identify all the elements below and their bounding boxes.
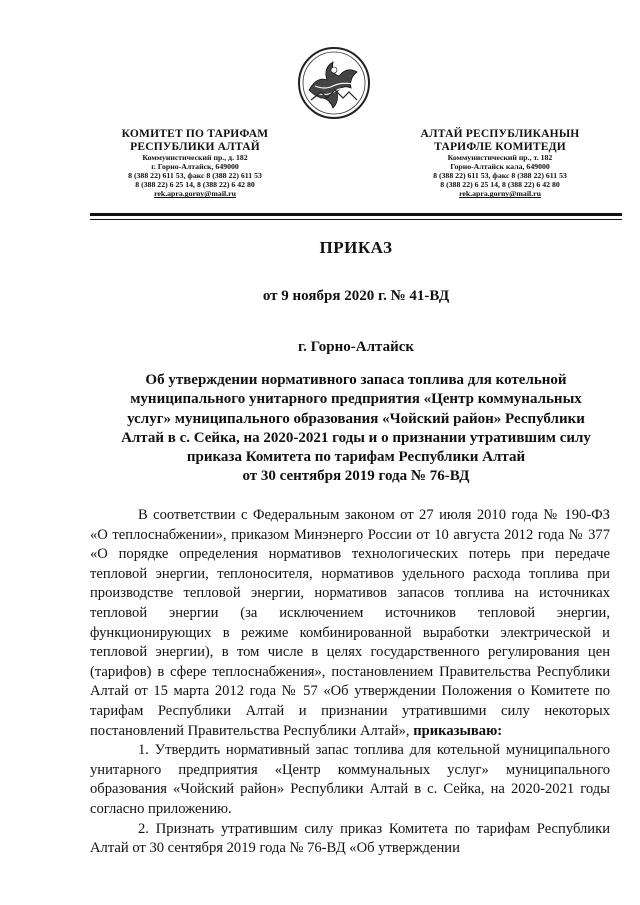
email-link[interactable]: rek.apra.gorny@mail.ru <box>459 189 541 199</box>
subject-line: муниципального унитарного предприятия «Центр коммунальных <box>130 391 582 408</box>
phone-line2: 8 (388 22) 6 25 14, 8 (388 22) 6 42 80 <box>135 180 255 190</box>
address-line2: Горно-Алтайск кала, 649000 <box>450 162 550 172</box>
header-left-ru <box>100 128 290 199</box>
preamble-text: В соответствии с Федеральным законом от 27 июля 2010 года № 190-ФЗ «О теплоснабжении», приказом Минэнерго России от 10 августа 2012 года № 377 «О порядке определения нормативов технологических потерь при передаче тепловой энергии, теплоносителя, нормативов удельного расхода топлива при производстве тепловой энергии, нормативов запасов топлива на источниках тепловой энергии (за исключением источников тепловой энергии, функционирующих в режиме комбинированной выработки электрической и тепловой энергии), в том числе в целях государственного регулирования цен (тарифов) в сфере теплоснабжения», постановлением Правительства Республики Алтай от 15 марта 2012 года № 57 «Об утверждении Положения о Комитете по тарифам Республики Алтай и признании утратившими силу некоторых постановлений Правительства Республики Алтай», <box>90 507 610 739</box>
address-line1: Коммунистический пр., т. 182 <box>447 153 553 163</box>
coat-of-arms-emblem <box>297 46 371 120</box>
phone-line2: 8 (388 22) 6 25 14, 8 (388 22) 6 42 80 <box>440 180 560 190</box>
org-name-line2: ТАРИФЛЕ КОМИТЕДИ <box>434 141 566 154</box>
subject-line: Об утверждении нормативного запаса топлива для котельной <box>145 372 567 388</box>
order-subject <box>98 371 614 487</box>
subject-line: приказа Комитета по тарифам Республики Алтай <box>186 449 526 466</box>
header-divider-thin <box>90 219 622 220</box>
preamble-paragraph <box>90 506 610 741</box>
order-word: приказываю: <box>413 722 503 739</box>
order-item-2: 2. Признать утратившим силу приказ Комитета по тарифам Республики Алтай от 30 сентября 2019 года № 76-ВД «Об утверждении <box>90 820 610 857</box>
document-title: ПРИКАЗ <box>319 238 393 257</box>
org-name-line1: АЛТАЙ РЕСПУБЛИКАНЫН <box>420 128 580 140</box>
header-divider-thick <box>90 213 622 216</box>
org-name-line1: КОМИТЕТ ПО ТАРИФАМ <box>121 128 269 140</box>
header-right-alt <box>390 128 610 199</box>
subject-line: услуг» муниципального образования «Чойский район» Республики <box>127 410 585 427</box>
address-line1: Коммунистический пр., д. 182 <box>142 153 248 163</box>
order-item-1: 1. Утвердить нормативный запас топлива для котельной муниципального унитарного предприятия «Центр коммунальных услуг» муниципального образования «Чойский район» Республики Алтай в с. Сейка, на 2020-2021 годы согласно приложению. <box>90 742 610 817</box>
email-link[interactable]: rek.apra.gorny@mail.ru <box>154 189 236 199</box>
org-name-line2: РЕСПУБЛИКИ АЛТАЙ <box>130 141 260 154</box>
subject-line: от 30 сентября 2019 года № 76-ВД <box>242 468 470 485</box>
subject-line: Алтай в с. Сейка, на 2020-2021 годы и о признании утратившим силу <box>121 429 591 446</box>
order-city: г. Горно-Алтайск <box>297 339 415 355</box>
address-line2: г. Горно-Алтайск, 649000 <box>151 162 239 172</box>
phone-line1: 8 (388 22) 611 53, факс 8 (388 22) 611 53 <box>128 171 262 181</box>
phone-line1: 8 (388 22) 611 53, факс 8 (388 22) 611 53 <box>433 171 567 181</box>
order-body <box>90 506 610 859</box>
order-date-number: от 9 ноября 2020 г. № 41-ВД <box>262 288 450 304</box>
